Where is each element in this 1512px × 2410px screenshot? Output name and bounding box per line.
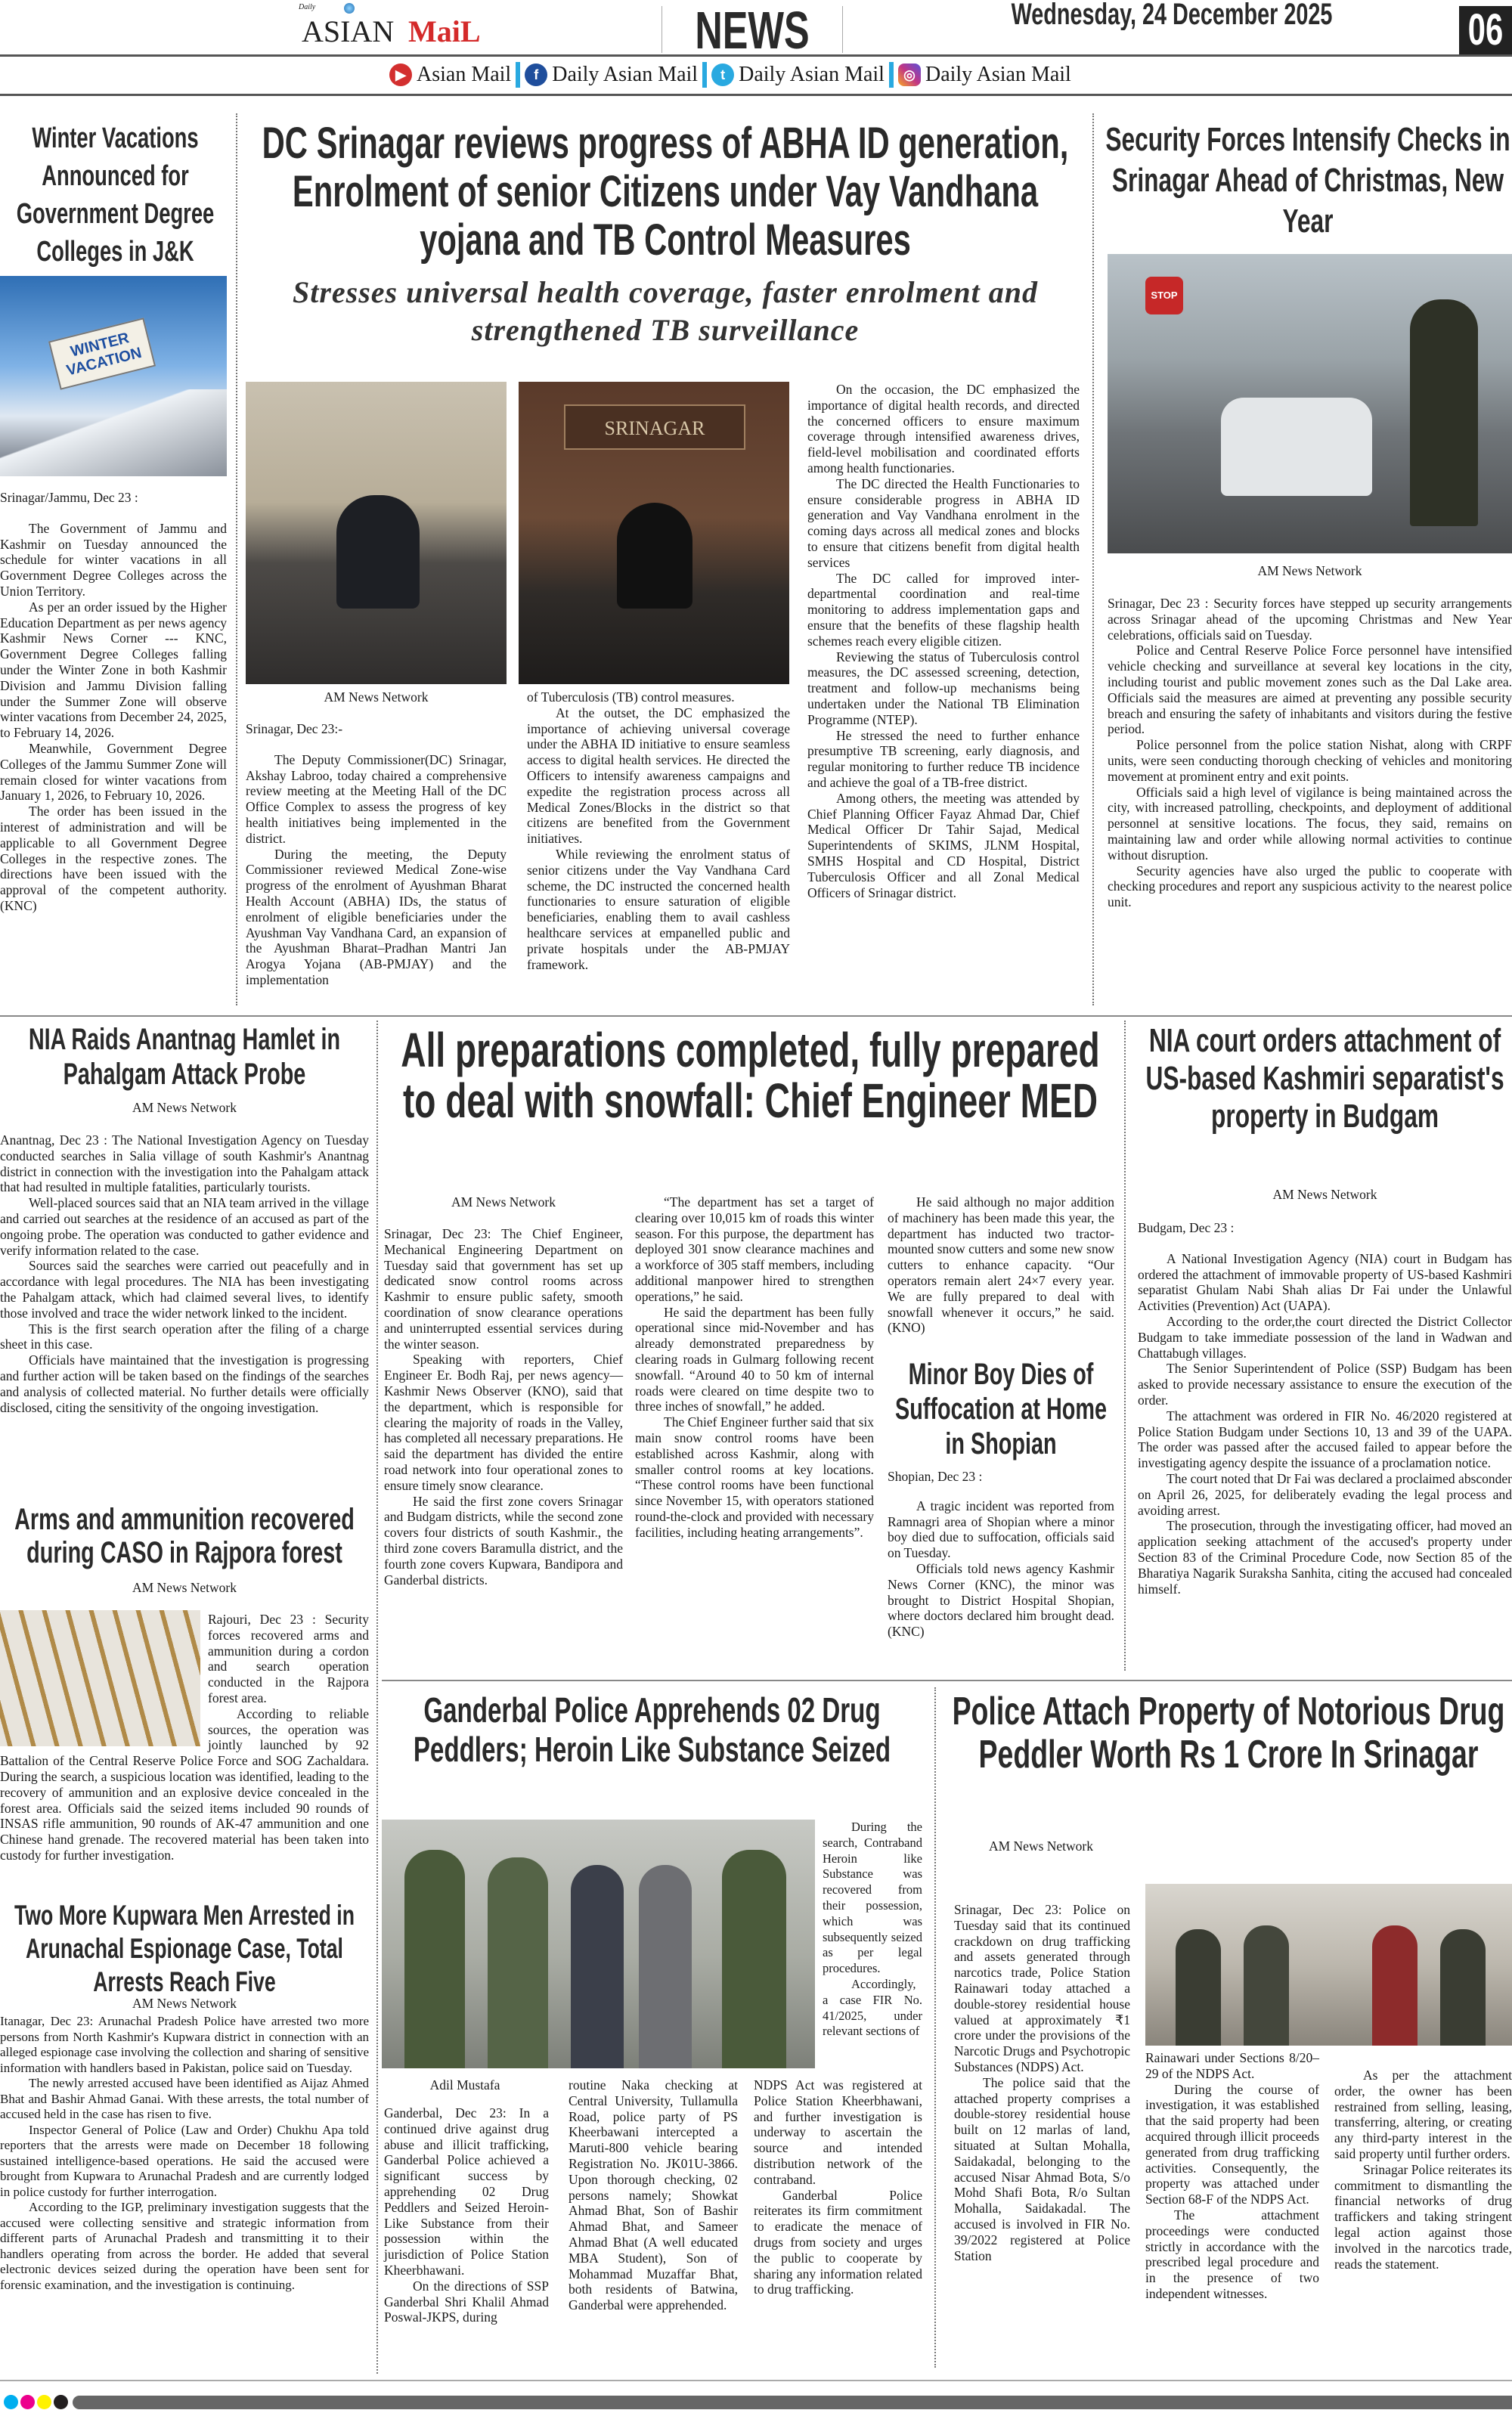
security-credit: AM News Network: [1257, 563, 1362, 578]
snowfall-headline: [386, 1025, 1115, 1126]
dc-srinagar-dateline: Srinagar, Dec 23:-: [246, 721, 343, 736]
property-police-photo: [1145, 1884, 1512, 2046]
paragraph: Among others, the meeting was attended by Chief Planning Officer Fayaz Ahmad Dar, Chief Medical Officer Dr Tahir Sajad, Medical Superintendents of SKIMS, JLNM Hospital, SMHS Hospital and CD Hospital, District Tuberculosis Officer and all Zonal Medical Officers of Srinagar district.: [807, 790, 1080, 900]
dc-srinagar-col3: [807, 382, 1080, 900]
paragraph: He said the department has been fully operational since mid-November and has already demonstrated preparedness by clearing roads in Gulmarg following recent snowfall. “Around 40 to 50 km of internal roads were cleared on time despite two to three inches of snowfall,” he added.: [635, 1304, 874, 1414]
facebook-icon[interactable]: f: [525, 64, 547, 86]
property-headline: [945, 1690, 1512, 1777]
social-facebook-label[interactable]: Daily Asian Mail: [552, 63, 699, 86]
article-text: [1108, 596, 1512, 910]
article-text: [246, 752, 507, 988]
property-col3: [1334, 2068, 1512, 2272]
paragraph: The Deputy Commissioner(DC) Srinagar, Akshay Labroo, today chaired a comprehensive review meeting at the Meeting Hall of the DC Office Complex to assess the progress of key health initiatives being implemented in the district.: [246, 751, 507, 846]
dc-srinagar-headline: [249, 119, 1081, 265]
paragraph: Well-placed sources said that an NIA team arrived in the village and carried out searches at the residence of an accused as part of the ongoing probe. The operation was conducted to gather evidence and verify information related to the case.: [0, 1195, 369, 1258]
article-text: [888, 1498, 1114, 1640]
logo-asian: ASIAN: [302, 14, 395, 48]
social-youtube-label[interactable]: Asian Mail: [417, 63, 512, 86]
paragraph: The newly arrested accused have been identified as Aijaz Ahmed Bhat and Bashir Ahmad Ganai. With these arrests, the total number of accused held in the case has risen to five.: [0, 2076, 369, 2121]
car-shape: [1221, 398, 1372, 496]
masthead-logo: [299, 3, 518, 53]
social-twitter-label[interactable]: Daily Asian Mail: [739, 63, 885, 86]
paragraph: Sources said the searches were carried out peacefully and in accordance with legal procedures. The NIA has been investigating the Pahalgam attack, which had claimed several lives, to identify those involved and trace the wider network linked to the incident.: [0, 1258, 369, 1321]
column-divider: [934, 1687, 936, 2368]
paragraph: While reviewing the enrolment status of senior citizens under the Vay Vandhana Card scheme, the DC instructed the concerned health functionaries to ensure saturation of eligible beneficiaries, enabling them to avail cashless healthcare services at empanelled public and private hospitals under the AB-PMJAY framework.: [527, 846, 790, 972]
paragraph: He said although no major addition of machinery has been made this year, the department has inducted two tractor-mounted snow cutters and some new snow cutters to enhance capacity. “Our operators remain alert 24×7 every year. We are fully prepared to deal with snowfall whenever it occurs,” he said. (KNO): [888, 1194, 1114, 1336]
youtube-icon[interactable]: ▶: [389, 64, 412, 86]
social-links: [389, 60, 1071, 89]
article-text: [1138, 1251, 1512, 1597]
paragraph: of Tuberculosis (TB) control measures.: [527, 689, 735, 705]
minor-boy-headline: [888, 1357, 1114, 1461]
nia-court-headline: [1138, 1022, 1512, 1135]
article-text: [823, 1820, 922, 2040]
masthead-bottom-rule: [0, 94, 1512, 96]
cyan-dot: [4, 2395, 18, 2409]
masthead-rule: [0, 54, 1512, 57]
paragraph: Police personnel from the police station Nishat, along with CRPF units, were seen conducting thorough checking of vehicles and monitoring movement at prominent entry and exit points.: [1108, 737, 1512, 784]
kupwara-credit: AM News Network: [132, 1996, 237, 2011]
dc-srinagar-headline-text: DC Srinagar reviews progress of ABHA ID generation, Enrolment of senior Citizens under Vay Vandhana yojana and TB Control Measures: [262, 119, 1069, 265]
column-divider: [1124, 1021, 1126, 1671]
paragraph: The order has been issued in the interest of administration and will be applicable to all Government Degree Colleges in the respective zones. The directions have been issued with the approval of the competent authority. (KNC): [0, 804, 227, 913]
nia-court-headline-text: NIA court orders attachment of US-based Kashmiri separatist's property in Budgam: [1145, 1022, 1504, 1135]
article-text: [635, 1194, 874, 1541]
logo-globe-icon: [344, 3, 355, 14]
black-dot: [54, 2395, 68, 2409]
paragraph: Srinagar Police reiterates its commitment to dismantling the financial networks of drug traffickers and taking stringent legal action against those involved in the narcotics trade, reads the statement.: [1334, 2161, 1512, 2272]
ganderbal-side: [823, 1820, 922, 2040]
column-divider: [1092, 113, 1094, 1005]
article-text: [384, 1226, 623, 1588]
paragraph: The attachment proceedings were conducted strictly in accordance with the prescribed legal procedure and in the presence of two independent witnesses.: [1145, 2207, 1319, 2301]
paragraph: On the occasion, the DC emphasized the importance of digital health records, and directed the concerned officers to ensure maximum coverage through intensified awareness drives, field-level mobilisation and coordinated efforts among health functionaries.: [807, 382, 1080, 475]
page-number-text: 06: [1467, 6, 1504, 54]
snowfall-col1: [384, 1226, 623, 1588]
paragraph: As per the attachment order, the owner has been restrained from selling, leasing, transferring, altering, or creating any third-party interest in the said property until further orders.: [1334, 2068, 1512, 2161]
cmyk-dots: [4, 2395, 68, 2409]
paragraph: Officials have maintained that the investigation is progressing and further action will be taken based on the findings of the searches and analysis of collected material. No further details were officially disclosed, citing the sensitivity of the ongoing investigation.: [0, 1352, 369, 1415]
paragraph: As per an order issued by the Higher Education Department as per news agency Kashmir News Corner --- KNC, Government Degree Colleges falling under the Winter Zone in both Kashmir Division and Jammu Division falling under the Summer Zone will observe winter vacations from December 24, 2025, to February 14, 2026.: [0, 599, 227, 741]
mountain-shape: [0, 389, 227, 476]
paragraph: The Senior Superintendent of Police (SSP) Budgam has been asked to provide necessary assistance to ensure the execution of the order.: [1138, 1361, 1512, 1408]
winter-headline: [0, 119, 231, 271]
snowfall-col3: [888, 1194, 1114, 1336]
minor-boy-headline-text: Minor Boy Dies of Suffocation at Home in Shopian: [894, 1358, 1108, 1461]
paragraph: “The department has set a target of clearing over 10,015 km of roads this winter season. For this purpose, the department has deployed 301 snow clearance machines and a workforce of 305 staff members, including additional manpower hired to strengthen operations,” he said.: [635, 1194, 874, 1304]
arms-headline: [0, 1503, 369, 1569]
article-text: [0, 521, 227, 914]
footer-bar: [73, 2396, 1512, 2409]
police-silhouette: [1176, 1929, 1221, 2046]
ganderbal-headline-text: Ganderbal Police Apprehends 02 Drug Peddlers; Heroin Like Substance Seized: [413, 1690, 891, 1769]
paragraph: The Chief Engineer further said that six main snow control rooms have been established across Kashmir, along with smaller control rooms at key locations. “These control rooms have been functional since November 15, with operators stationed round-the-clock and provided with necessary facilities, including heating arrangements”.: [635, 1414, 874, 1540]
winter-vacation-sign: WINTER VACATION: [48, 318, 156, 389]
dc-meeting-photo-1: [246, 382, 507, 684]
paragraph: Ganderbal, Dec 23: In a continued drive against drug abuse and illicit trafficking, Ganderbal Police achieved a significant success by apprehending 02 Drug Peddlers and Seized Heroin-Like Substance from their possession within the jurisdiction of Police Station Kheerbhawani.: [384, 2105, 549, 2278]
paragraph: The police said that the attached property comprises a double-storey residential house built on 12 marlas of land, situated at Sultan Mohalla, Saidakadal, belonging to the accused Nisar Ahmad Bota, S/o Mohd Shafi Bota, R/o Sultan Mohalla, Saidakadal. The accused is involved in FIR No. 39/2022 registered at Police Station: [954, 2074, 1130, 2263]
paragraph: According to the IGP, preliminary investigation suggests that the accused were collecting sensitive and strategic information from different parts of Arunachal Pradesh and transmitting it to their handlers operating from across the border. He added that several electronic devices seized during the operation have been sent for forensic examination, and the investigation is continuing.: [0, 2200, 369, 2292]
ganderbal-police-photo: [382, 1820, 815, 2068]
paragraph: During the search, Contraband Heroin like Substance was recovered from their possession, which was subsequently seized as per legal procedures.: [823, 1820, 922, 1976]
paragraph: A National Investigation Agency (NIA) court in Budgam has ordered the attachment of immovable property of US-based Kashmiri separatist Ghulam Nabi Shah alias Dr Fai under the Unlawful Activities (Prevention) Act (UAPA).: [1138, 1250, 1512, 1314]
dc-srinagar-col1: [246, 721, 507, 988]
paragraph: Reviewing the status of Tuberculosis control measures, the DC assessed screening, detection, treatment and follow-up mechanisms being undertaken under the National TB Elimination Programme (NTEP).: [807, 649, 1080, 727]
minor-boy-body: [888, 1469, 1114, 1640]
dc-meeting-photo-2: [519, 382, 789, 684]
paragraph: Anantnag, Dec 23 : The National Investigation Agency on Tuesday conducted searches in Salia village of south Kashmir's Anantnag district in connection with the investigation into the Pahalgam attack that had resulted in multiple fatalities, particularly tourists.: [0, 1132, 369, 1195]
social-instagram-label[interactable]: Daily Asian Mail: [925, 63, 1071, 86]
column-divider: [376, 1021, 378, 2374]
article-text: [807, 382, 1080, 900]
police-silhouette: [1440, 1929, 1486, 2046]
property-headline-text: Police Attach Property of Notorious Drug Peddler Worth Rs 1 Crore In Srinagar: [952, 1690, 1505, 1777]
page-number: [1459, 6, 1512, 54]
paragraph: Rajouri, Dec 23 : Security forces recovered arms and ammunition during a cordon and search operation conducted in the Rajpora forest area.: [208, 1612, 369, 1705]
accused-silhouette: [639, 1865, 692, 2068]
paragraph: The attachment was ordered in FIR No. 46/2020 registered at Police Station Budgam under Sections 10, 13 and 39 of the UAPA. The order was passed after the accused failed to appear before the investigating agency despite the issuance of a proclamation notice.: [1138, 1408, 1512, 1471]
paragraph: According to the order,the court directed the District Collector Budgam to take immediate possession of the land in Wadwan and Chattabugh villages.: [1138, 1313, 1512, 1361]
ganderbal-col1: [384, 2105, 549, 2325]
issue-date-text: Wednesday, 24 December 2025: [1011, 0, 1333, 30]
paragraph: He said the first zone covers Srinagar and Budgam districts, while the second zone covers four districts of south Kashmir., the third zone covers Baramulla district, and the fourth zone covers Kupwara, Bandipora and Ganderbal districts.: [384, 1493, 623, 1588]
social-divider: [702, 62, 707, 88]
nia-court-credit: AM News Network: [1272, 1187, 1377, 1202]
paragraph: Itanagar, Dec 23: Arunachal Pradesh Police have arrested two more persons from North Kashmir's Kupwara district in connection with an alleged espionage case involving the collection and sharing of sensitive information with handlers based in Pakistan, police said on Tuesday.: [0, 2014, 369, 2075]
yellow-dot: [37, 2395, 51, 2409]
paragraph: Accordingly, a case FIR No. 41/2025, under relevant sections of: [823, 1976, 922, 2039]
paragraph: Officials told news agency Kashmir News Corner (KNC), the minor was brought to District Hospital Shopian, where doctors declared him brought dead. (KNC): [888, 1560, 1114, 1640]
section-title-text: NEWS: [695, 6, 810, 53]
paragraph: The DC called for improved inter-departmental coordination and real-time monitoring to address implementation gaps and ensure that the benefits of these flagship health schemes reach every eligible citizen.: [807, 570, 1080, 649]
dc-srinagar-subheadline: Stresses universal health coverage, faster enrolment and strengthened TB surveillance: [292, 275, 1039, 347]
article-text: [569, 2077, 738, 2313]
paragraph: Meanwhile, Government Degree Colleges of the Jammu Summer Zone will remain closed for winter vacations from January 1, 2026, to February 10, 2026.: [0, 740, 227, 804]
person-silhouette: [336, 495, 420, 609]
paragraph: Srinagar, Dec 23: The Chief Engineer, Mechanical Engineering Department on Tuesday said that government has set up dedicated snow control rooms across Kashmir to ensure public safety, smooth coordination of snow clearance operations and uninterrupted essential services during the winter season.: [384, 1226, 623, 1352]
police-silhouette: [404, 1850, 465, 2068]
paragraph: Srinagar, Dec 23 : Security forces have stepped up security arrangements across Srinagar ahead of the upcoming Christmas and New Year celebrations, officials said on Tuesday.: [1108, 596, 1512, 643]
social-divider: [516, 62, 520, 88]
property-col1: [954, 1902, 1130, 2263]
article-text: [888, 1194, 1114, 1336]
paragraph: A tragic incident was reported from Ramnagri area of Shopian where a minor boy died due to suffocation, officials said on Tuesday.: [888, 1498, 1114, 1561]
property-credit: AM News Network: [988, 1838, 1094, 1854]
dc-srinagar-credit: AM News Network: [324, 689, 429, 705]
section-divider: [0, 1015, 1512, 1017]
paragraph: This is the first search operation after the filing of a charge sheet in this case.: [0, 1321, 369, 1352]
paragraph: He stressed the need to further enhance presumptive TB screening, early diagnosis, and regular monitoring to further reduce TB incidence and achieve the goal of a TB-free district.: [807, 727, 1080, 790]
social-divider: [889, 62, 894, 88]
nia-raids-headline-text: NIA Raids Anantnag Hamlet in Pahalgam Attack Probe: [28, 1023, 341, 1091]
paragraph: On the directions of SSP Ganderbal Shri Khalil Ahmad Poswal-JKPS, during: [384, 2278, 549, 2325]
nia-court-dateline: Budgam, Dec 23 :: [1138, 1220, 1235, 1235]
paragraph: Ganderbal Police reiterates its firm commitment to eradicate the menace of drugs from society and urges the public to cooperate by sharing any information related to drug trafficking.: [754, 2187, 922, 2297]
person-silhouette: [617, 503, 692, 609]
arms-headline-text: Arms and ammunition recovered during CASO in Rajpora forest: [14, 1503, 355, 1569]
security-headline-text: Security Forces Intensify Checks in Srinagar Ahead of Christmas, New Year: [1105, 121, 1510, 240]
winter-vacation-image: [0, 276, 227, 476]
police-silhouette: [722, 1850, 786, 2068]
paragraph: routine Naka checking at Central University, Tullamulla Road, police party of PS Kheerbawani intercepted a Maruti-800 vehicle bearing Registration No. JK01U-3866. Upon thorough checking, 02 persons namely; Showkat Ahmad Bhat, Son of Bashir Ahmad Bhat, and Sameer Ahmad Bhat (A well educated MBA Student), Son of Mohammad Muzaffar Bhat, both residents of Batwina, Ganderbal were apprehended.: [569, 2077, 738, 2313]
article-text: [527, 689, 790, 972]
dc-srinagar-col2: [527, 689, 790, 972]
paragraph: Officials said a high level of vigilance is being maintained across the city, with increased patrolling, checkpoints, and deployment of additional personnel at sensitive locations. The focus, they said, remains on maintaining law and order while allowing normal activities to continue without disruption.: [1108, 784, 1512, 863]
image-float-spacer: [0, 1612, 208, 1748]
security-body: [1108, 596, 1512, 910]
security-checkpoint-photo: [1108, 254, 1512, 553]
security-headline: [1104, 119, 1512, 242]
property-col2: [1145, 2050, 1319, 2302]
stop-sign: STOP: [1145, 277, 1183, 314]
logo-mail: MaiL: [408, 14, 481, 48]
kupwara-headline-text: Two More Kupwara Men Arrested in Arunachal Espionage Case, Total Arrests Reach Five: [14, 1900, 355, 1997]
article-text: [0, 2014, 369, 2293]
logo-daily: Daily: [299, 3, 316, 11]
paragraph: Security agencies have also urged the public to cooperate with checking procedures and report any suspicious activity to the nearest police unit.: [1108, 863, 1512, 910]
paragraph: The Government of Jammu and Kashmir on Tuesday announced the schedule for winter vacations in all Government Degree Colleges across the Union Territory.: [0, 520, 227, 599]
paragraph: During the meeting, the Deputy Commissioner reviewed Medical Zone-wise progress of the enrolment of Ayushman Bharat Health Account (ABHA) IDs, the status of enrolment of eligible beneficiaries under the Ayushman Vay Vandhana Card, an expansion of the Ayushman Bharat–Pradhan Mantri Jan Arogya Yojana (AB-PMJAY) and the implementation: [246, 846, 507, 987]
ganderbal-col2: [569, 2077, 738, 2313]
issue-date: [975, 0, 1368, 30]
winter-headline-text: Winter Vacations Announced for Government Degree Colleges in J&K: [16, 122, 215, 268]
district-board: SRINAGAR: [564, 404, 745, 450]
paragraph: NDPS Act was registered at Police Station Kheerbhawani, and further investigation is underway to ascertain the source and intended distribution network of the contraband.: [754, 2077, 922, 2187]
nia-raids-credit: AM News Network: [132, 1100, 237, 1115]
twitter-icon[interactable]: t: [711, 64, 734, 86]
winter-body: [0, 490, 227, 914]
accused-silhouette: [571, 1865, 624, 2068]
snowfall-credit: AM News Network: [451, 1194, 556, 1210]
paragraph: According to reliable sources, the operation was jointly launched by 92 Battalion of the Central Reserve Police Force and SOG Zachaldara. During the search, a suspicious location was identified, leading to the recovery of ammunition and an explosive device concealed in the forest area. Officials said the seized items included 90 rounds of INSAS rifle ammunition, 90 rounds of AK-47 ammunition and one Chinese hand grenade. The recovered material has been taken into custody for further investigation.: [0, 1705, 369, 1863]
arms-credit: AM News Network: [132, 1580, 237, 1595]
nia-court-body: [1138, 1220, 1512, 1597]
ganderbal-col3: [754, 2077, 922, 2297]
article-text: [954, 1902, 1130, 2263]
magenta-dot: [20, 2395, 35, 2409]
paragraph: Inspector General of Police (Law and Order) Chukhu Apa told reporters that the arrests were made on December 18 following sustained intelligence-based operations. He said the accused were brought from Kupwara to Arunachal Pradesh and are currently lodged in police custody for further interrogation.: [0, 2122, 369, 2199]
winter-dateline: Srinagar/Jammu, Dec 23 :: [0, 490, 138, 505]
section-divider: [382, 1680, 1512, 1681]
arms-body: [0, 1612, 369, 1863]
footer-rule: [0, 2380, 1512, 2381]
paragraph: The DC directed the Health Functionaries to ensure considerable progress in ABHA ID generation and Vay Vandhana enrolment in the coming days across all medical zones and blocks to ensure that citizens benefit from digital health services: [807, 475, 1080, 570]
police-silhouette: [1372, 1925, 1418, 2046]
article-text: [754, 2077, 922, 2297]
paragraph: Rainawari under Sections 8/20–29 of the NDPS Act.: [1145, 2050, 1319, 2081]
paragraph: The court noted that Dr Fai was declared a proclaimed absconder on April 26, 2025, for deliberately evading the legal process and avoiding arrest.: [1138, 1470, 1512, 1518]
snowfall-headline-text: All preparations completed, fully prepared to deal with snowfall: Chief Engineer MED: [401, 1023, 1100, 1128]
paragraph: Srinagar, Dec 23: Police on Tuesday said that its continued crackdown on drug trafficking and assets generated through narcotics trade, Police Station Rainawari today attached a double-storey residential house valued at approximately ₹1 crore under the provisions of the Narcotic Drugs and Psychotropic Substances (NDPS) Act.: [954, 1902, 1130, 2074]
article-text: [0, 1132, 369, 1415]
article-text: [1145, 2050, 1319, 2302]
soldier-silhouette: [1410, 299, 1478, 526]
column-divider: [236, 113, 237, 1005]
paragraph: Speaking with reporters, Chief Engineer Er. Bodh Raj, per news agency—Kashmir News Observer (KNO), said that the department, which is responsible for clearing the majority of roads in the Valley, has completed all necessary preparations. He said the department has divided the entire road network into four operational zones to ensure timely snow clearance.: [384, 1352, 623, 1493]
article-text: [1334, 2068, 1512, 2272]
paragraph: During the course of investigation, it was established that the said property had been acquired through illicit proceeds generated from drug trafficking activities. Consequently, the property was attached under Section 68-F of the NDPS Act.: [1145, 2081, 1319, 2207]
paragraph: The prosecution, through the investigating officer, had moved an application seeking attachment of the accused's property under Section 83 of the Criminal Procedure Code, now Section 85 of the Bharatiya Nagarik Suraksha Sanhita, citing the accused had concealed himself.: [1138, 1518, 1512, 1597]
ganderbal-byline: Adil Mustafa: [429, 2077, 500, 2092]
minor-boy-dateline: Shopian, Dec 23 :: [888, 1469, 983, 1484]
nia-raids-body: [0, 1132, 369, 1415]
kupwara-body: [0, 2014, 369, 2293]
paragraph: At the outset, the DC emphasized the importance of achieving universal coverage under the ABHA ID initiative to ensure seamless access to digital health services. He directed the Officers to intensify awareness campaigns and expedite the registration process across all Medical Zones/Blocks in the district so that citizens are benefited from the Government initiatives.: [527, 705, 790, 847]
paragraph: Police and Central Reserve Police Force personnel have intensified vehicle checking and surveillance at several key locations in the city, including tourist and public movement zones such as the Dal Lake area. Officials said the measures are aimed at preventing any possible security breach and ensuring the safety of inhabitants and visitors during the festive period.: [1108, 643, 1512, 737]
kupwara-headline: [0, 1899, 369, 1999]
snowfall-col2: [635, 1194, 874, 1541]
section-title: [662, 6, 843, 53]
ganderbal-headline: [382, 1690, 922, 1769]
article-text: [384, 2105, 549, 2325]
police-silhouette: [1244, 1925, 1289, 2046]
nia-raids-headline: [0, 1022, 369, 1092]
police-silhouette: [488, 1857, 548, 2068]
instagram-icon[interactable]: ◎: [898, 64, 921, 86]
